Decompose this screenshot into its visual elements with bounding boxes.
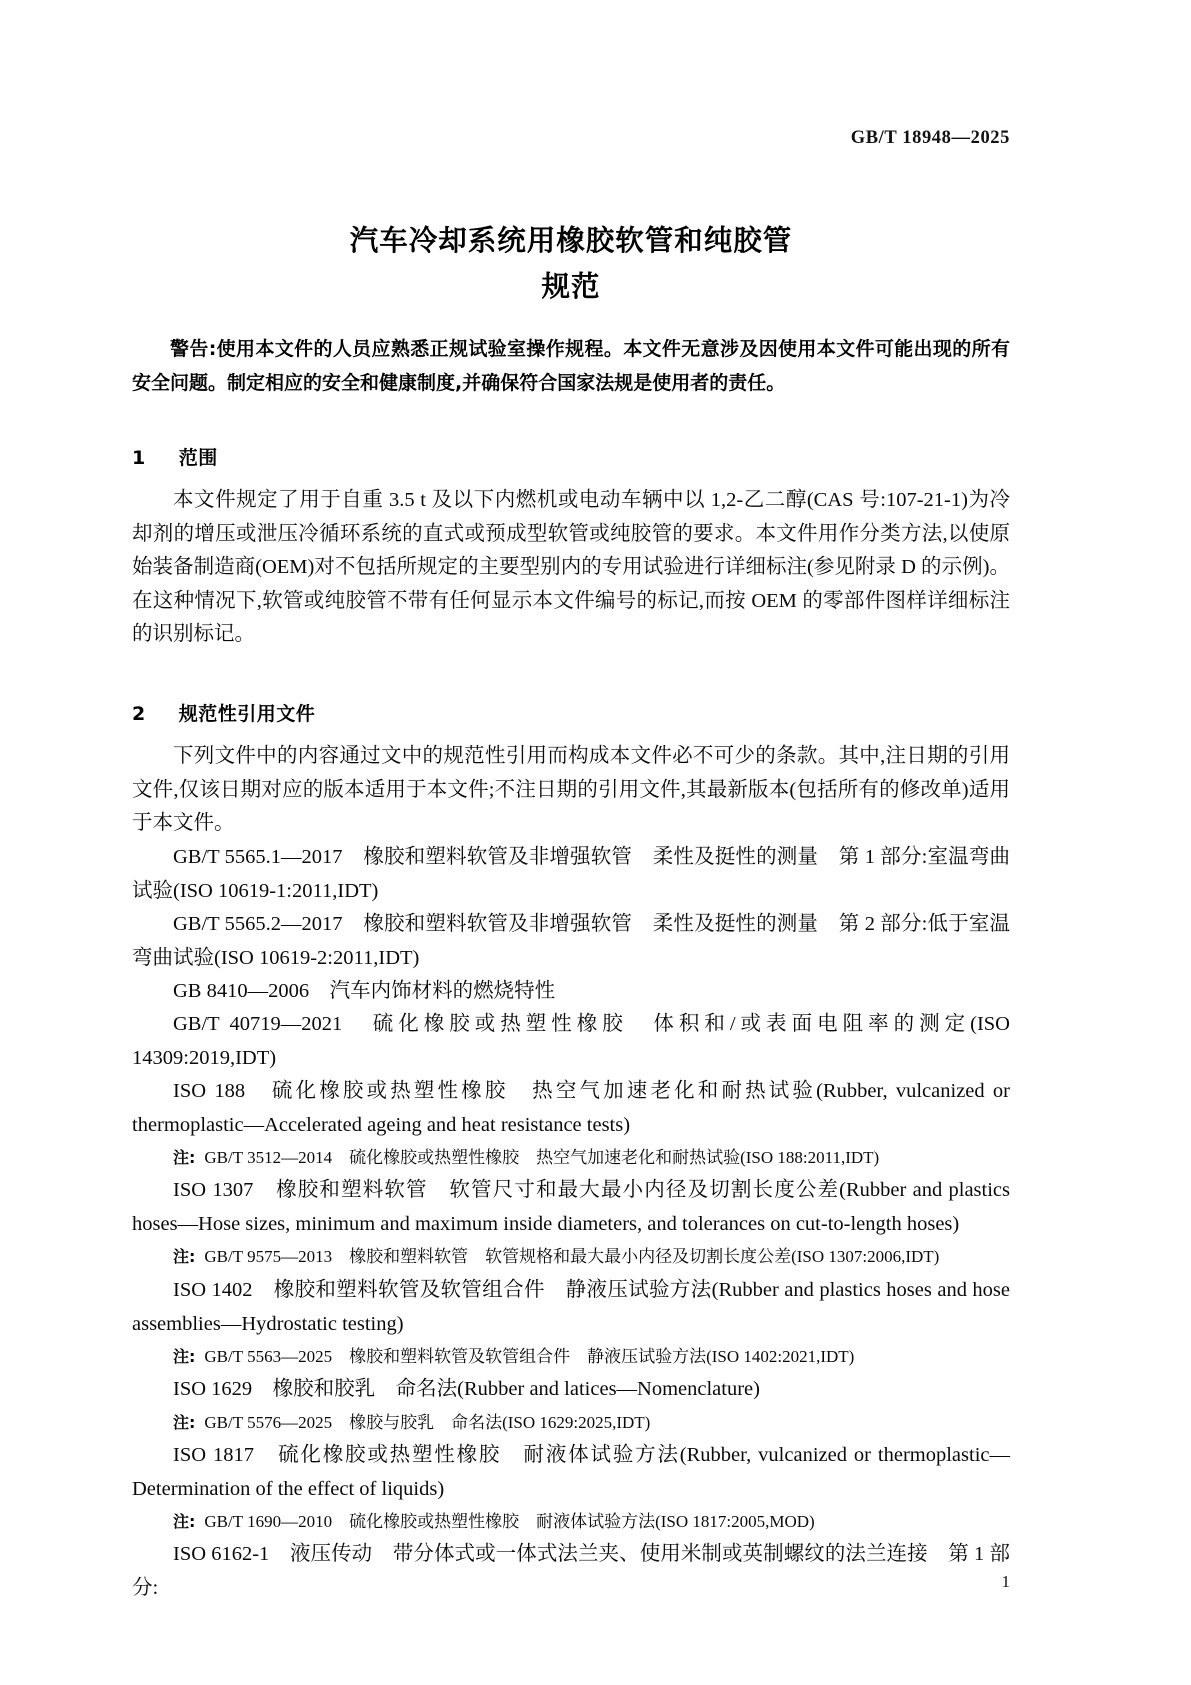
reference-entry: ISO 1402 橡胶和塑料软管及软管组合件 静液压试验方法(Rubber and plastics hoses and hose assemblies—Hydrostatic testing) [132, 1279, 1010, 1335]
reference-entry: GB 8410—2006 汽车内饰材料的燃烧特性 [173, 980, 556, 1002]
reference-note [132, 1142, 1010, 1173]
note-label: 注: [173, 1347, 196, 1366]
normative-references-intro-paragraph: 下列文件中的内容通过文中的规范性引用而构成本文件必不可少的条款。其中,注日期的引用文件,仅该日期对应的版本适用于本文件;不注日期的引用文件,其最新版本(包括所有的修改单)适用于本文件。 [132, 745, 1010, 834]
note-text: GB/T 1690—2010 硫化橡胶或热塑性橡胶 耐液体试验方法(ISO 1817:2005,MOD) [204, 1512, 815, 1531]
reference-entry: GB/T 40719—2021 硫化橡胶或热塑性橡胶 体积和/或表面电阻率的测定(ISO 14309:2019,IDT) [132, 1013, 1010, 1069]
section-title-2: 规范性引用文件 [178, 703, 316, 725]
reference-entry: GB/T 5565.1—2017 橡胶和塑料软管及非增强软管 柔性及挺性的测量 第 1 部分:室温弯曲试验(ISO 10619-1:2011,IDT) [132, 846, 1010, 902]
reference-note [132, 1241, 1010, 1272]
page-number: 1 [1001, 1572, 1010, 1591]
note-label: 注: [173, 1148, 196, 1167]
note-label: 注: [173, 1512, 196, 1531]
warning-statement: 警告:使用本文件的人员应熟悉正规试验室操作规程。本文件无意涉及因使用本文件可能出现的所有安全问题。制定相应的安全和健康制度,并确保符合国家法规是使用者的责任。 [132, 338, 1010, 394]
note-text: GB/T 5576—2025 橡胶与胶乳 命名法(ISO 1629:2025,IDT) [204, 1413, 651, 1432]
note-text: GB/T 5563—2025 橡胶和塑料软管及软管组合件 静液压试验方法(ISO 1402:2021,IDT) [204, 1347, 855, 1366]
reference-entry: ISO 1629 橡胶和胶乳 命名法(Rubber and latices—Nomenclature) [173, 1378, 760, 1400]
running-header-standard-number: GB/T 18948—2025 [850, 128, 1010, 148]
document-title [132, 218, 1010, 310]
section-number-1: 1 [132, 447, 146, 469]
document-title-line-1: 汽车冷却系统用橡胶软管和纯胶管 [349, 224, 793, 257]
scope-paragraph: 本文件规定了用于自重 3.5 t 及以下内燃机或电动车辆中以 1,2-乙二醇(CAS 号:107-21-1)为冷却剂的增压或泄压冷循环系统的直式或预成型软管或纯胶管的要求。本文件用作分类方法,以使原始装备制造商(OEM)对不包括所规定的主要型别内的专用试验进行详细标注(参见附录 D 的示例)。在这种情况下,软管或纯胶管不带有任何显示本文件编号的标记,而按 OEM 的零部件图样详细标注的识别标记。 [132, 489, 1010, 645]
section-heading-scope [132, 444, 1010, 472]
note-label: 注: [173, 1247, 196, 1266]
reference-note [132, 1407, 1010, 1438]
note-label: 注: [173, 1413, 196, 1432]
reference-entry: GB/T 5565.2—2017 橡胶和塑料软管及非增强软管 柔性及挺性的测量 第 2 部分:低于室温弯曲试验(ISO 10619-2:2011,IDT) [132, 913, 1010, 969]
note-text: GB/T 9575—2013 橡胶和塑料软管 软管规格和最大最小内径及切割长度公差(ISO 1307:2006,IDT) [204, 1247, 940, 1266]
reference-entry: ISO 6162-1 液压传动 带分体式或一体式法兰夹、使用米制或英制螺纹的法兰连接 第 1 部分: [132, 1543, 1010, 1599]
section-heading-normative-references [132, 700, 1010, 728]
reference-note [132, 1506, 1010, 1537]
document-title-line-2: 规范 [541, 270, 601, 303]
reference-entry: ISO 188 硫化橡胶或热塑性橡胶 热空气加速老化和耐热试验(Rubber, vulcanized or thermoplastic—Accelerated ageing and heat resistance tests) [132, 1080, 1010, 1136]
reference-entry: ISO 1817 硫化橡胶或热塑性橡胶 耐液体试验方法(Rubber, vulcanized or thermoplastic— Determination of the effect of liquids) [132, 1444, 1010, 1500]
note-text: GB/T 3512—2014 硫化橡胶或热塑性橡胶 热空气加速老化和耐热试验(ISO 188:2011,IDT) [204, 1148, 880, 1167]
section-number-2: 2 [132, 703, 146, 725]
reference-entry: ISO 1307 橡胶和塑料软管 软管尺寸和最大最小内径及切割长度公差(Rubber and plastics hoses—Hose sizes, minimum and maximum inside diameters, and tolerances on cut-to-length hoses) [132, 1179, 1010, 1235]
reference-note [132, 1341, 1010, 1372]
section-title-1: 范围 [178, 447, 218, 469]
